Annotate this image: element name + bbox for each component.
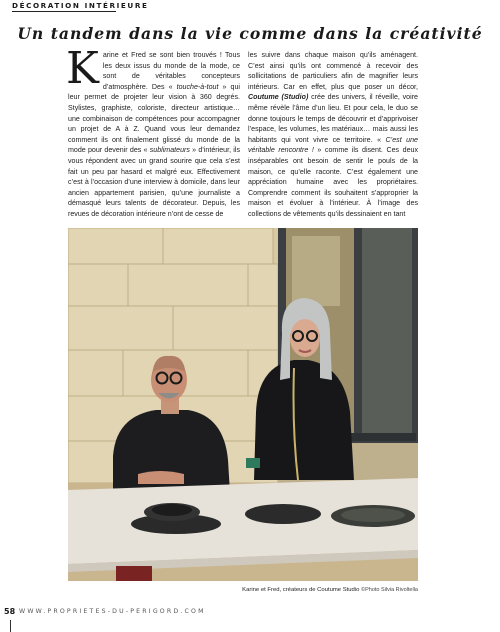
- text-run: arine et Fred se sont bien trouvés ! Tous les deux issus du monde de la mode, ce sont de véritables concepteurs d’atmosphère. Des «: [102, 51, 240, 91]
- text-run: crée des univers, il réveille, voire même révèle l’âme d’un lieu. Et pour cela, le duo se donne toujours le temps de découvrir et d’apprivoiser l’espace, les volumes, les matériaux… mais aussi les habitants qui vont vivre ce territoire. «: [248, 93, 419, 144]
- text-run: » qui leur permet de projeter leur vision à 360 degrés. Stylistes, graphiste, coloriste, directeur artistique… une combinaison de compétences pour accompagner un projet de A à Z. Quand vous leur demandez comment ils ont finalement glissé du monde de la mode pour devenir des «: [68, 82, 240, 155]
- footer-url[interactable]: WWW.PROPRIETES-DU-PERIGORD.COM: [19, 608, 206, 615]
- section-label: DÉCORATION INTÉRIEURE: [12, 1, 149, 10]
- text-run: touche-à-tout: [176, 82, 219, 91]
- right-column-text: [248, 51, 418, 218]
- text-run: C’est une véritable rencontre !: [248, 135, 418, 155]
- text-run: sublimateurs: [149, 146, 190, 155]
- caption-text: Karine et Fred, créateurs de Coutume Studio: [242, 587, 360, 593]
- section-rule: [12, 11, 116, 12]
- text-run: » d’intérieur, ils vous répondent avec un grand sourire que cela s’est fait un peu par hasard et malgré eux. Effectivement c’est à l’occasion d’une interview à domicile, dans leur ancien appartement parisien, qu’une journaliste a démasqué leurs talents de décorateur. Depuis, les revues de décoration intérieure n’ont de cesse de: [68, 146, 240, 218]
- text-run: » comme ils disent. Ces deux inséparables ont besoin de sentir le pouls de la maison, ce qu’elle raconte. C’est également une appréciation humaine avec les propriétaires. Comprendre comment ils souhaitent s’approprier la maison et évoluer à l’intérieur. À l’image des collections de vêtements qu’ils dessinaient en tant: [248, 146, 419, 218]
- page-number: 58: [4, 607, 16, 616]
- portrait-photo: [68, 228, 418, 581]
- headline: Un tandem dans la vie comme dans la créativité: [17, 24, 483, 43]
- dropcap: K: [66, 43, 99, 94]
- article-column-right: [248, 50, 418, 220]
- text-run: les suivre dans chaque maison qu’ils aménagent. C’est ainsi qu’ils ont commencé à recevoir des sollicitations de particuliers afin de magnifier leurs intérieurs. Car en effet, plus que poser un décor,: [248, 51, 418, 91]
- bottom-tick: [10, 620, 11, 632]
- photo-caption: [242, 587, 418, 593]
- photo-credit: ©Photo Silvia Rivoltella: [361, 587, 418, 593]
- article-column-left: [66, 43, 240, 220]
- text-run: Coutume (Studio): [248, 93, 309, 102]
